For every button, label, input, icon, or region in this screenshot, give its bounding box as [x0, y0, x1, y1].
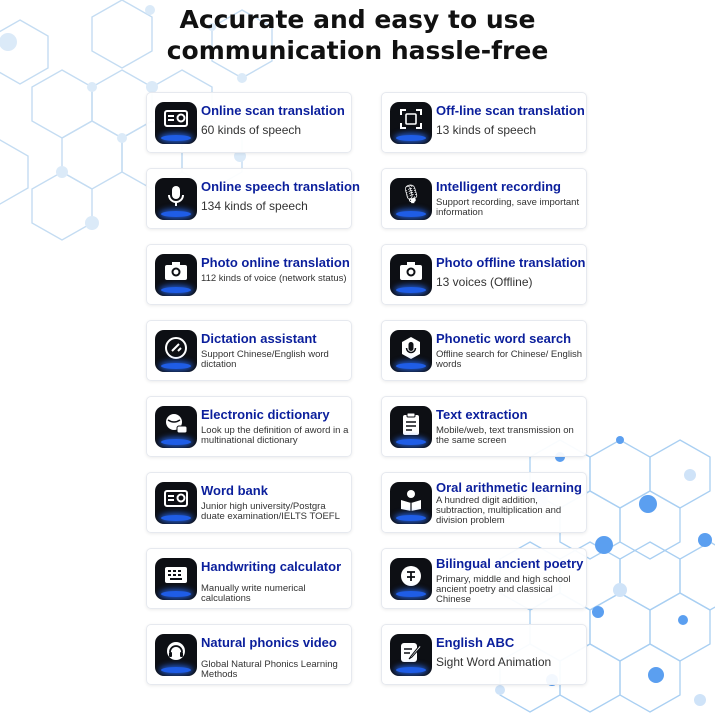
feature-title: Natural phonics video — [201, 635, 337, 650]
feature-description: Sight Word Animation — [436, 655, 552, 669]
feature-description: A hundred digit addition, subtraction, multiplication and division problem — [436, 495, 562, 526]
camera-icon — [155, 254, 197, 296]
feature-card-intelligent-recording — [381, 168, 587, 229]
feature-title: Phonetic word search — [436, 331, 572, 346]
feature-description: 134 kinds of speech — [201, 199, 308, 213]
headphones-icon — [155, 634, 197, 676]
reading-person-icon — [390, 482, 432, 524]
headline — [0, 4, 715, 66]
feature-title: Online scan translation — [201, 103, 345, 118]
feature-description: 112 kinds of voice (network status) — [201, 273, 347, 284]
feature-description: Look up the definition of aword in a multinational dictionary — [201, 425, 349, 446]
scan-icon — [155, 102, 197, 144]
feature-description: 13 voices (Offline) — [436, 275, 533, 289]
feature-title: Photo online translation — [201, 255, 350, 270]
camera-offline-icon — [390, 254, 432, 296]
feature-card-phonetic-search — [381, 320, 587, 381]
feature-card-oral-arithmetic — [381, 472, 587, 533]
feature-title: Intelligent recording — [436, 179, 561, 194]
feature-description: Manually write numerical calculations — [201, 583, 306, 604]
feature-card-english-abc — [381, 624, 587, 685]
feature-description: Junior high university/Postgra duate examination/IELTS TOEFL — [201, 501, 340, 522]
offline-scan-icon — [390, 102, 432, 144]
feature-title: Word bank — [201, 483, 268, 498]
microphone-icon — [155, 178, 197, 220]
feature-title: Dictation assistant — [201, 331, 317, 346]
feature-card-online-speech — [146, 168, 360, 229]
word-bank-icon — [155, 482, 197, 524]
feature-title: Text extraction — [436, 407, 528, 422]
feature-card-offline-scan — [381, 92, 587, 153]
feature-card-electronic-dictionary — [146, 396, 352, 457]
keyboard-icon — [155, 558, 197, 600]
pen-note-icon — [390, 634, 432, 676]
feature-card-photo-offline — [381, 244, 587, 305]
feature-card-word-bank — [146, 472, 352, 533]
feature-description: Mobile/web, text transmission on the same screen — [436, 425, 574, 446]
feature-card-photo-online — [146, 244, 352, 305]
feature-title: English ABC — [436, 635, 515, 650]
feature-description: Support recording, save important information — [436, 197, 580, 218]
feature-card-dictation — [146, 320, 352, 381]
feature-title: Electronic dictionary — [201, 407, 330, 422]
feature-card-handwriting-calculator — [146, 548, 352, 609]
feature-title: Online speech translation — [201, 179, 360, 194]
feature-title: Photo offline translation — [436, 255, 586, 270]
feature-description: Global Natural Phonics Learning Methods — [201, 659, 338, 680]
feature-card-online-scan — [146, 92, 352, 153]
headline-line-1: Accurate and easy to use — [179, 5, 536, 34]
clipboard-icon — [390, 406, 432, 448]
recording-icon: 🎙 — [390, 178, 432, 220]
feature-card-text-extraction — [381, 396, 587, 457]
feature-description: Offline search for Chinese/ English words — [436, 349, 583, 370]
feature-title: Oral arithmetic learning — [436, 480, 582, 495]
feature-title: Off-line scan translation — [436, 103, 585, 118]
feature-description: 60 kinds of speech — [201, 123, 302, 137]
feature-description: Primary, middle and high school ancient poetry and classical Chinese — [436, 574, 571, 605]
feature-description: Support Chinese/English word dictation — [201, 349, 329, 370]
feature-description: 13 kinds of speech — [436, 123, 537, 137]
dictation-icon — [155, 330, 197, 372]
feature-card-natural-phonics — [146, 624, 352, 685]
headline-line-2: communication hassle-free — [166, 36, 549, 65]
feature-title: Handwriting calculator — [201, 559, 342, 574]
poetry-icon — [390, 558, 432, 600]
voice-search-icon — [390, 330, 432, 372]
globe-chat-icon — [155, 406, 197, 448]
feature-title: Bilingual ancient poetry — [436, 556, 584, 571]
feature-card-bilingual-poetry — [381, 548, 587, 609]
